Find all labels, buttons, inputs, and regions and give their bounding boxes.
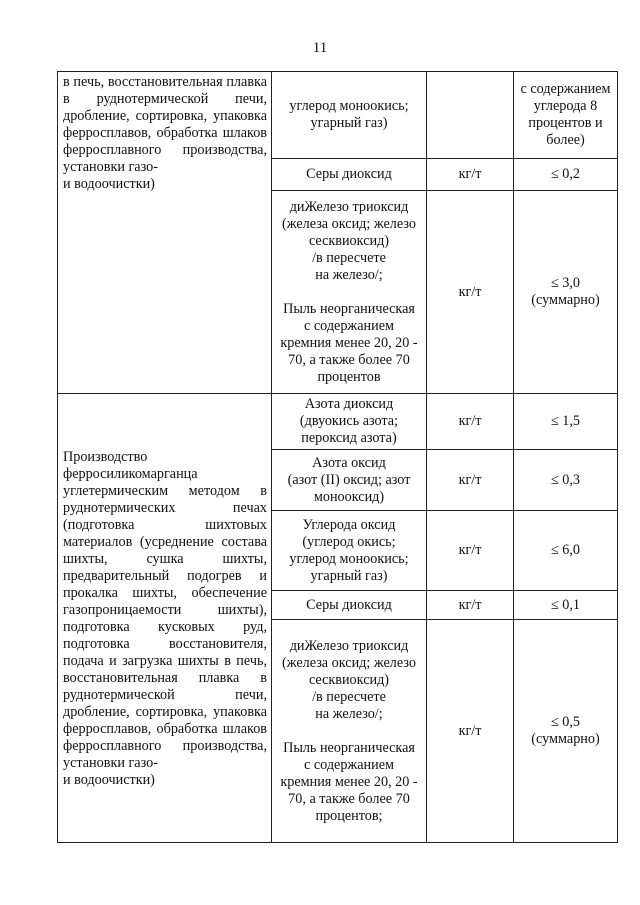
- unit-cell: кг/т: [427, 620, 514, 843]
- substance-cell: диЖелезо триоксид (железа оксид; железо сесквиоксид) /в пересчете на железо/; Пыль неорганическая с содержанием кремния менее 20, 20 - 70, а также более 70 процентов: [272, 191, 427, 394]
- unit-cell: кг/т: [427, 159, 514, 191]
- table-row: [58, 72, 618, 159]
- unit-cell: [427, 72, 514, 159]
- unit-cell: кг/т: [427, 511, 514, 591]
- limit-cell: ≤ 6,0: [514, 511, 618, 591]
- unit-cell: кг/т: [427, 191, 514, 394]
- page-number: 11: [312, 40, 328, 56]
- substance-cell: Азота диоксид (двуокись азота; пероксид азота): [272, 394, 427, 450]
- limit-cell: ≤ 0,1: [514, 591, 618, 620]
- table-row: [58, 394, 618, 450]
- limit-cell: с содержанием углерода 8 процентов и более): [514, 72, 618, 159]
- emissions-table: [57, 71, 618, 843]
- process-description: в печь, восстановительная плавка в руднотермической печи, дробление, сортировка, упаковка ферросплавов, обработка шлаков ферросплавного производства, установки газо- и водоочистки): [58, 72, 272, 394]
- substance-cell: Серы диоксид: [272, 591, 427, 620]
- limit-cell: ≤ 0,5 (суммарно): [514, 620, 618, 843]
- substance-cell: углерод моноокись; угарный газ): [272, 72, 427, 159]
- process-description: Производство ферросиликомарганца углетермическим методом в руднотермических печах (подготовка шихтовых материалов (усреднение состава шихты, сушка шихты, предварительный подогрев и прокалка шихты, обеспечение газопроницаемости шихты), подготовка кусковых руд, подготовка восстановителя, подача и загрузка шихты в печь, восстановительная плавка в руднотермической печи, дробление, сортировка, упаковка ферросплавов, обработка шлаков ферросплавного производства, установки газо- и водоочистки): [58, 394, 272, 843]
- unit-cell: кг/т: [427, 394, 514, 450]
- unit-cell: кг/т: [427, 450, 514, 511]
- limit-cell: ≤ 3,0 (суммарно): [514, 191, 618, 394]
- limit-cell: ≤ 0,2: [514, 159, 618, 191]
- limit-cell: ≤ 0,3: [514, 450, 618, 511]
- substance-cell: диЖелезо триоксид (железа оксид; железо сесквиоксид) /в пересчете на железо/; Пыль неорганическая с содержанием кремния менее 20, 20 - 70, а также более 70 процентов;: [272, 620, 427, 843]
- substance-cell: Углерода оксид (углерод окись; углерод моноокись; угарный газ): [272, 511, 427, 591]
- substance-cell: Серы диоксид: [272, 159, 427, 191]
- limit-cell: ≤ 1,5: [514, 394, 618, 450]
- substance-cell: Азота оксид (азот (II) оксид; азот монооксид): [272, 450, 427, 511]
- unit-cell: кг/т: [427, 591, 514, 620]
